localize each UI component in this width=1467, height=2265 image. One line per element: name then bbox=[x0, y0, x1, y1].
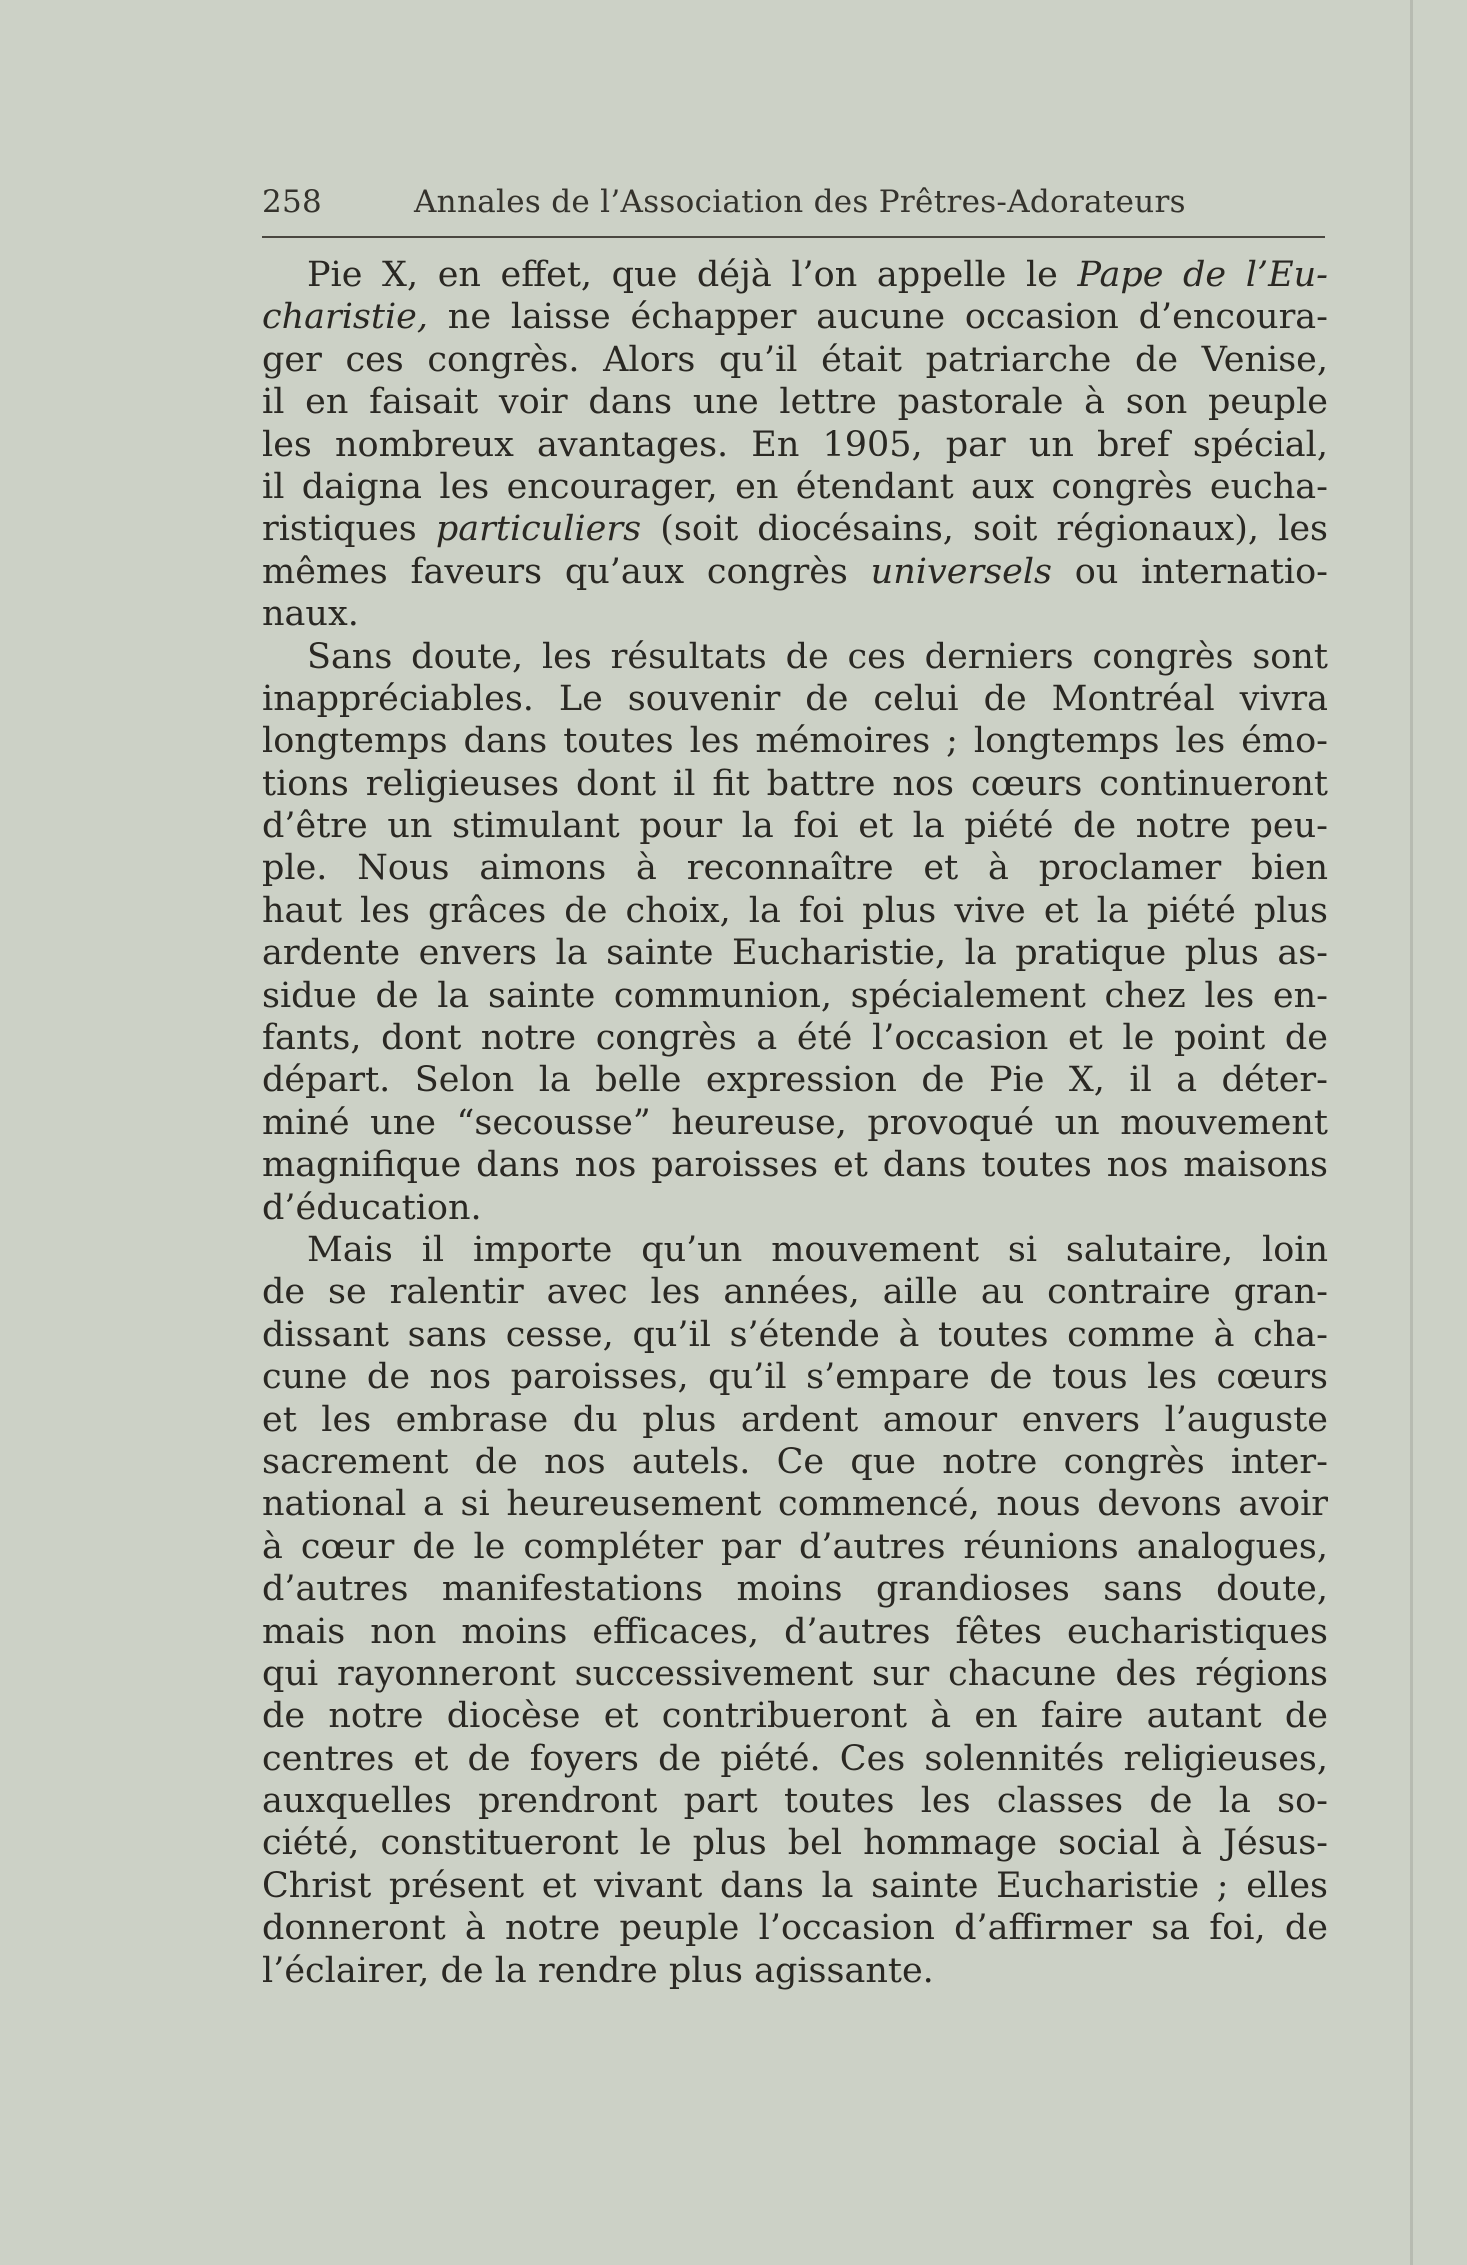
body-text bbox=[262, 254, 1328, 1992]
paragraph bbox=[262, 636, 1328, 1229]
text-line bbox=[262, 1653, 1328, 1695]
text-segment: (soit diocésains, soit régionaux), les bbox=[641, 509, 1328, 550]
text-line bbox=[262, 1144, 1328, 1186]
text-line bbox=[262, 1822, 1328, 1864]
text-segment: sacrement de nos autels. Ce que notre congrès inter- bbox=[262, 1441, 1328, 1482]
text-segment: dissant sans cesse, qu’il s’étende à toutes comme à cha- bbox=[262, 1314, 1328, 1355]
italic-text: Pape de l’Eu- bbox=[1077, 255, 1328, 295]
text-segment: Mais il importe qu’un mouvement si salutaire, loin bbox=[307, 1229, 1328, 1270]
text-line bbox=[262, 805, 1328, 847]
text-segment: miné une “secousse” heureuse, provoqué un mouvement bbox=[262, 1102, 1328, 1143]
text-line bbox=[262, 1441, 1328, 1483]
text-line bbox=[262, 1738, 1328, 1780]
italic-text: universels bbox=[870, 551, 1052, 592]
text-segment: naux. bbox=[262, 594, 359, 635]
text-segment: il daigna les encourager, en étendant aux congrès eucha- bbox=[262, 466, 1328, 507]
text-line bbox=[262, 1483, 1328, 1525]
text-segment: magnifique dans nos paroisses et dans toutes nos maisons bbox=[262, 1145, 1328, 1186]
text-segment: et les embrase du plus ardent amour envers l’auguste bbox=[262, 1399, 1328, 1440]
text-segment: de notre diocèse et contribueront à en faire autant de bbox=[262, 1696, 1328, 1737]
text-line bbox=[262, 847, 1328, 889]
page-edge-shadow bbox=[1410, 0, 1413, 2265]
text-segment: cune de nos paroisses, qu’il s’empare de tous les cœurs bbox=[262, 1357, 1328, 1398]
text-segment: mêmes faveurs qu’aux congrès bbox=[262, 551, 871, 592]
text-line bbox=[262, 1229, 1328, 1271]
running-title: Annales de l’Association des Prêtres-Adorateurs bbox=[414, 184, 1186, 220]
text-line bbox=[262, 1399, 1328, 1441]
text-line bbox=[262, 1907, 1328, 1949]
header-rule bbox=[262, 236, 1325, 238]
text-line bbox=[262, 636, 1328, 678]
text-line bbox=[262, 932, 1328, 974]
text-line bbox=[262, 1271, 1328, 1313]
text-line bbox=[262, 381, 1328, 423]
text-segment: ple. Nous aimons à reconnaître et à proclamer bien bbox=[262, 848, 1328, 889]
text-line bbox=[262, 678, 1328, 720]
italic-text: particuliers bbox=[435, 509, 642, 550]
text-line bbox=[262, 424, 1328, 466]
text-segment: ardente envers la sainte Eucharistie, la pratique plus as- bbox=[262, 933, 1328, 974]
page-number: 258 bbox=[262, 184, 323, 220]
text-segment: haut les grâces de choix, la foi plus vive et la piété plus bbox=[262, 890, 1328, 931]
text-segment: à cœur de le compléter par d’autres réunions analogues, bbox=[262, 1526, 1328, 1567]
text-line bbox=[262, 1526, 1328, 1568]
text-line bbox=[262, 975, 1328, 1017]
text-segment: ou internatio- bbox=[1052, 551, 1328, 592]
text-segment: d’éducation. bbox=[262, 1187, 482, 1228]
text-line bbox=[262, 1611, 1328, 1653]
text-segment: auxquelles prendront part toutes les classes de la so- bbox=[262, 1781, 1328, 1822]
text-segment: de se ralentir avec les années, aille au contraire gran- bbox=[262, 1272, 1328, 1313]
text-line bbox=[262, 1017, 1328, 1059]
text-line bbox=[262, 890, 1328, 932]
text-segment: longtemps dans toutes les mémoires ; longtemps les émo- bbox=[262, 721, 1328, 762]
text-segment: ger ces congrès. Alors qu’il était patriarche de Venise, bbox=[262, 339, 1328, 380]
text-line bbox=[262, 1950, 1328, 1992]
text-segment: Pie X, en effet, que déjà l’on appelle le bbox=[307, 255, 1078, 295]
text-line bbox=[262, 1568, 1328, 1610]
text-segment: d’être un stimulant pour la foi et la piété de notre peu- bbox=[262, 806, 1328, 847]
text-segment: sidue de la sainte communion, spécialement chez les en- bbox=[262, 975, 1328, 1016]
text-segment: national a si heureusement commencé, nous devons avoir bbox=[262, 1484, 1328, 1525]
text-line bbox=[262, 720, 1328, 762]
text-line bbox=[262, 1865, 1328, 1907]
text-line bbox=[262, 763, 1328, 805]
text-line bbox=[262, 551, 1328, 593]
text-segment: l’éclairer, de la rendre plus agissante. bbox=[262, 1950, 934, 1991]
running-head bbox=[262, 184, 1325, 224]
text-line bbox=[262, 254, 1328, 296]
text-segment: tions religieuses dont il fit battre nos cœurs continueront bbox=[262, 763, 1328, 804]
text-line bbox=[262, 1102, 1328, 1144]
text-segment: ristiques bbox=[262, 509, 436, 550]
text-line bbox=[262, 1356, 1328, 1398]
text-segment: fants, dont notre congrès a été l’occasion et le point de bbox=[262, 1018, 1328, 1059]
text-segment: Sans doute, les résultats de ces derniers congrès sont bbox=[307, 636, 1328, 677]
text-segment: inappréciables. Le souvenir de celui de Montréal vivra bbox=[262, 678, 1328, 719]
paragraph bbox=[262, 1229, 1328, 1992]
text-segment: ne laisse échapper aucune occasion d’encoura- bbox=[428, 297, 1328, 338]
paragraph bbox=[262, 254, 1328, 636]
text-segment: ciété, constitueront le plus bel hommage social à Jésus- bbox=[262, 1823, 1328, 1864]
text-line bbox=[262, 1187, 1328, 1229]
text-segment: qui rayonneront successivement sur chacune des régions bbox=[262, 1653, 1328, 1694]
text-segment: centres et de foyers de piété. Ces solennités religieuses, bbox=[262, 1738, 1328, 1779]
text-line bbox=[262, 593, 1328, 635]
italic-text: charistie, bbox=[262, 297, 428, 338]
text-segment: les nombreux avantages. En 1905, par un bref spécial, bbox=[262, 424, 1328, 465]
text-segment: il en faisait voir dans une lettre pastorale à son peuple bbox=[262, 382, 1328, 423]
text-line bbox=[262, 508, 1328, 550]
text-line bbox=[262, 466, 1328, 508]
text-segment: mais non moins efficaces, d’autres fêtes eucharistiques bbox=[262, 1611, 1328, 1652]
text-segment: départ. Selon la belle expression de Pie X, il a déter- bbox=[262, 1060, 1328, 1101]
text-segment: Christ présent et vivant dans la sainte Eucharistie ; elles bbox=[262, 1865, 1328, 1906]
text-segment: donneront à notre peuple l’occasion d’affirmer sa foi, de bbox=[262, 1908, 1328, 1949]
text-line bbox=[262, 1695, 1328, 1737]
text-line bbox=[262, 1314, 1328, 1356]
text-line bbox=[262, 1780, 1328, 1822]
text-line bbox=[262, 1059, 1328, 1101]
text-line bbox=[262, 296, 1328, 338]
text-segment: d’autres manifestations moins grandioses sans doute, bbox=[262, 1569, 1328, 1610]
text-line bbox=[262, 339, 1328, 381]
